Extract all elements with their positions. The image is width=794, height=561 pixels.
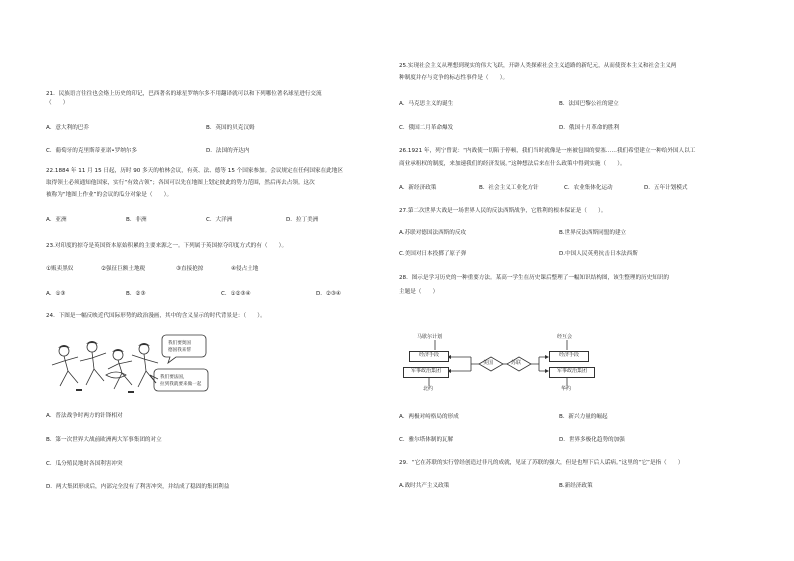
q28-option-c: C．雅尔塔体制的瓦解 bbox=[399, 437, 454, 443]
economic-means-left-box: 经济手段 bbox=[409, 351, 449, 362]
q24-option-a: A．普法战争时两方的针锋相对 bbox=[46, 413, 123, 419]
q23-option-d: D．②③④ bbox=[316, 291, 341, 297]
q29-option-a: A.战时共产主义政策 bbox=[399, 483, 450, 489]
economic-means-right-box: 经济手段 bbox=[549, 351, 589, 362]
q22-option-b: B．非洲 bbox=[126, 217, 147, 223]
q29-stem: 29．“它在苏联的实行曾经创造过非凡的成就，见证了苏联的强大，但是也埋下后人诟病。”这里的“它”是指（ ） bbox=[399, 460, 684, 466]
usa-label: 美国 bbox=[483, 360, 494, 366]
q27-option-d: D.中国人民英勇抗击日本法西斯 bbox=[559, 251, 638, 257]
cartoon-bubble-2-line-2: 拉到我就要来做一起 bbox=[160, 382, 202, 387]
military-bloc-left-box: 军事政治集团 bbox=[403, 367, 449, 378]
q28-option-a: A．两极对峙格局的形成 bbox=[399, 414, 459, 420]
q27-option-c: C.美国对日本投掷了原子弹 bbox=[399, 251, 467, 257]
q27-option-b: B.世界反法西斯同盟的建立 bbox=[559, 230, 627, 236]
marshall-plan-label: 马歇尔计划 bbox=[417, 334, 443, 340]
q23-stem: 23.对印度的掠夺是英国资本原始积累的主要来源之一。下列属于英国掠夺印度方式的有（ ）。 bbox=[46, 243, 288, 249]
q28-option-d: D．世界多极化趋势的加强 bbox=[559, 437, 625, 443]
q24-stem: 24．下图是一幅反映近代国际形势的政治漫画，其中的含义显示的时代背景是：（ ）。 bbox=[46, 313, 266, 319]
q23-option-c: C．①②③④ bbox=[221, 291, 251, 297]
q24-option-b: B．第一次世界大战前欧洲两大军事集团的对立 bbox=[46, 437, 162, 443]
military-bloc-right-box: 军事政治集团 bbox=[549, 367, 595, 378]
q23-item-3: ③直接抢掠 bbox=[176, 266, 204, 272]
q21-option-b: B．英国的贝克汉姆 bbox=[206, 125, 255, 131]
q29-option-b: B.新经济政策 bbox=[559, 483, 593, 489]
q28-line-2: 主题是（ ） bbox=[399, 289, 439, 295]
q22-line-3: 被称为“地图上作业”的会议的瓜分对象是（ ）。 bbox=[46, 192, 173, 198]
q28-line-1: 28．图示是学习历史的一种重要方法。某高一学生在历史课后整理了一幅知识结构图，该生整理的历史知识的 bbox=[399, 275, 670, 281]
q27-option-a: A.苏联对德国法西斯的反攻 bbox=[399, 230, 467, 236]
q21-option-d: D．法国的齐达内 bbox=[206, 148, 250, 154]
q25-option-c: C．俄国二月革命爆发 bbox=[399, 125, 454, 131]
comecon-label: 经互会 bbox=[557, 334, 573, 340]
q26-line-1: 26.1921 年，列宁曾说：“内战使一切陷于停顿，我们当时就像是一座被包围的要塞……我们希望建立一种给外国人以工 bbox=[399, 148, 696, 154]
q23-option-b: B．②③ bbox=[126, 291, 146, 297]
cartoon-bubble-2-line-1: 我们要法国， bbox=[160, 375, 188, 380]
ussr-label: 苏联 bbox=[511, 360, 522, 366]
q21-option-c: C．葡萄牙的克里斯蒂亚诺•罗纳尔多 bbox=[46, 148, 138, 154]
q27-stem: 27.第二次世界大战是一场世界人民的反法西斯战争，它胜利的根本保证是（ ）。 bbox=[399, 208, 607, 214]
q28-option-b: B．新兴力量的崛起 bbox=[559, 414, 608, 420]
q26-option-c: C．农业集体化运动 bbox=[564, 185, 613, 191]
q21-option-a: A．意大利的巴乔 bbox=[46, 125, 89, 131]
q24-option-c: C．瓜分殖民地时各国利害冲突 bbox=[46, 461, 123, 467]
q23-item-1: ①贩卖黑奴 bbox=[46, 266, 74, 272]
q26-option-b: B．社会主义工业化方针 bbox=[479, 185, 539, 191]
q25-option-d: D．俄国十月革命的胜利 bbox=[559, 125, 620, 131]
q23-item-2: ②强征巨额土地税 bbox=[101, 266, 146, 272]
q24-option-d: D．两大集团形成后，内部完全没有了利害冲突，并结成了稳固的集团利益 bbox=[46, 484, 230, 490]
q26-line-2: 商业承租权的制度，来加速我们的经济发展。”这种想法后来在什么政策中得到实施（ ）。 bbox=[399, 161, 626, 167]
q22-line-1: 22.1884 年 11 月 15 日起，历时 90 多天的柏林会议，有英、法、德等 15 个国家参加。会议规定在任何国家在此地区 bbox=[46, 168, 343, 174]
political-cartoon-image bbox=[46, 331, 216, 401]
q25-line-2: 种制度并存与竞争的标志性事件是（ ）。 bbox=[399, 75, 509, 81]
cartoon-bubble-1-line-1: 我们要奥国 bbox=[168, 341, 191, 346]
nato-label: 北约 bbox=[423, 386, 434, 392]
q23-item-4: ④侵占土地 bbox=[231, 266, 259, 272]
q21-stem-cont: （ ） bbox=[46, 100, 69, 106]
q25-option-a: A．马克思主义的诞生 bbox=[399, 101, 454, 107]
cartoon-bubble-1-line-2: 德国我来帮 bbox=[168, 348, 191, 353]
q25-option-b: B．法国巴黎公社的建立 bbox=[559, 101, 619, 107]
q22-option-d: D．拉丁美洲 bbox=[286, 217, 319, 223]
q21-stem: 21．民族语言往往也会烙上历史的印记，巴西著名的球星罗纳尔多不用翻译就可以和下列哪位著名球星进行交流 bbox=[46, 91, 322, 97]
warsaw-pact-label: 华约 bbox=[561, 386, 572, 392]
cold-war-structure-diagram bbox=[399, 334, 599, 404]
q25-line-1: 25.实现社会主义从理想到现实的伟大飞跃，开辟人类探索社会主义道路的新纪元，从而使资本主义和社会主义两 bbox=[399, 63, 677, 69]
q26-option-d: D．五年计划模式 bbox=[644, 185, 688, 191]
q22-option-c: C．大洋洲 bbox=[206, 217, 233, 223]
q26-option-a: A．新经济政策 bbox=[399, 185, 437, 191]
q22-option-a: A．亚洲 bbox=[46, 217, 67, 223]
q22-line-2: 取得领土必须通知他国家，实行“有效占领”；各国可以先在地图上划定彼此的势力范围，然后再去占领。这次 bbox=[46, 180, 315, 186]
q23-option-a: A．①③ bbox=[46, 291, 66, 297]
